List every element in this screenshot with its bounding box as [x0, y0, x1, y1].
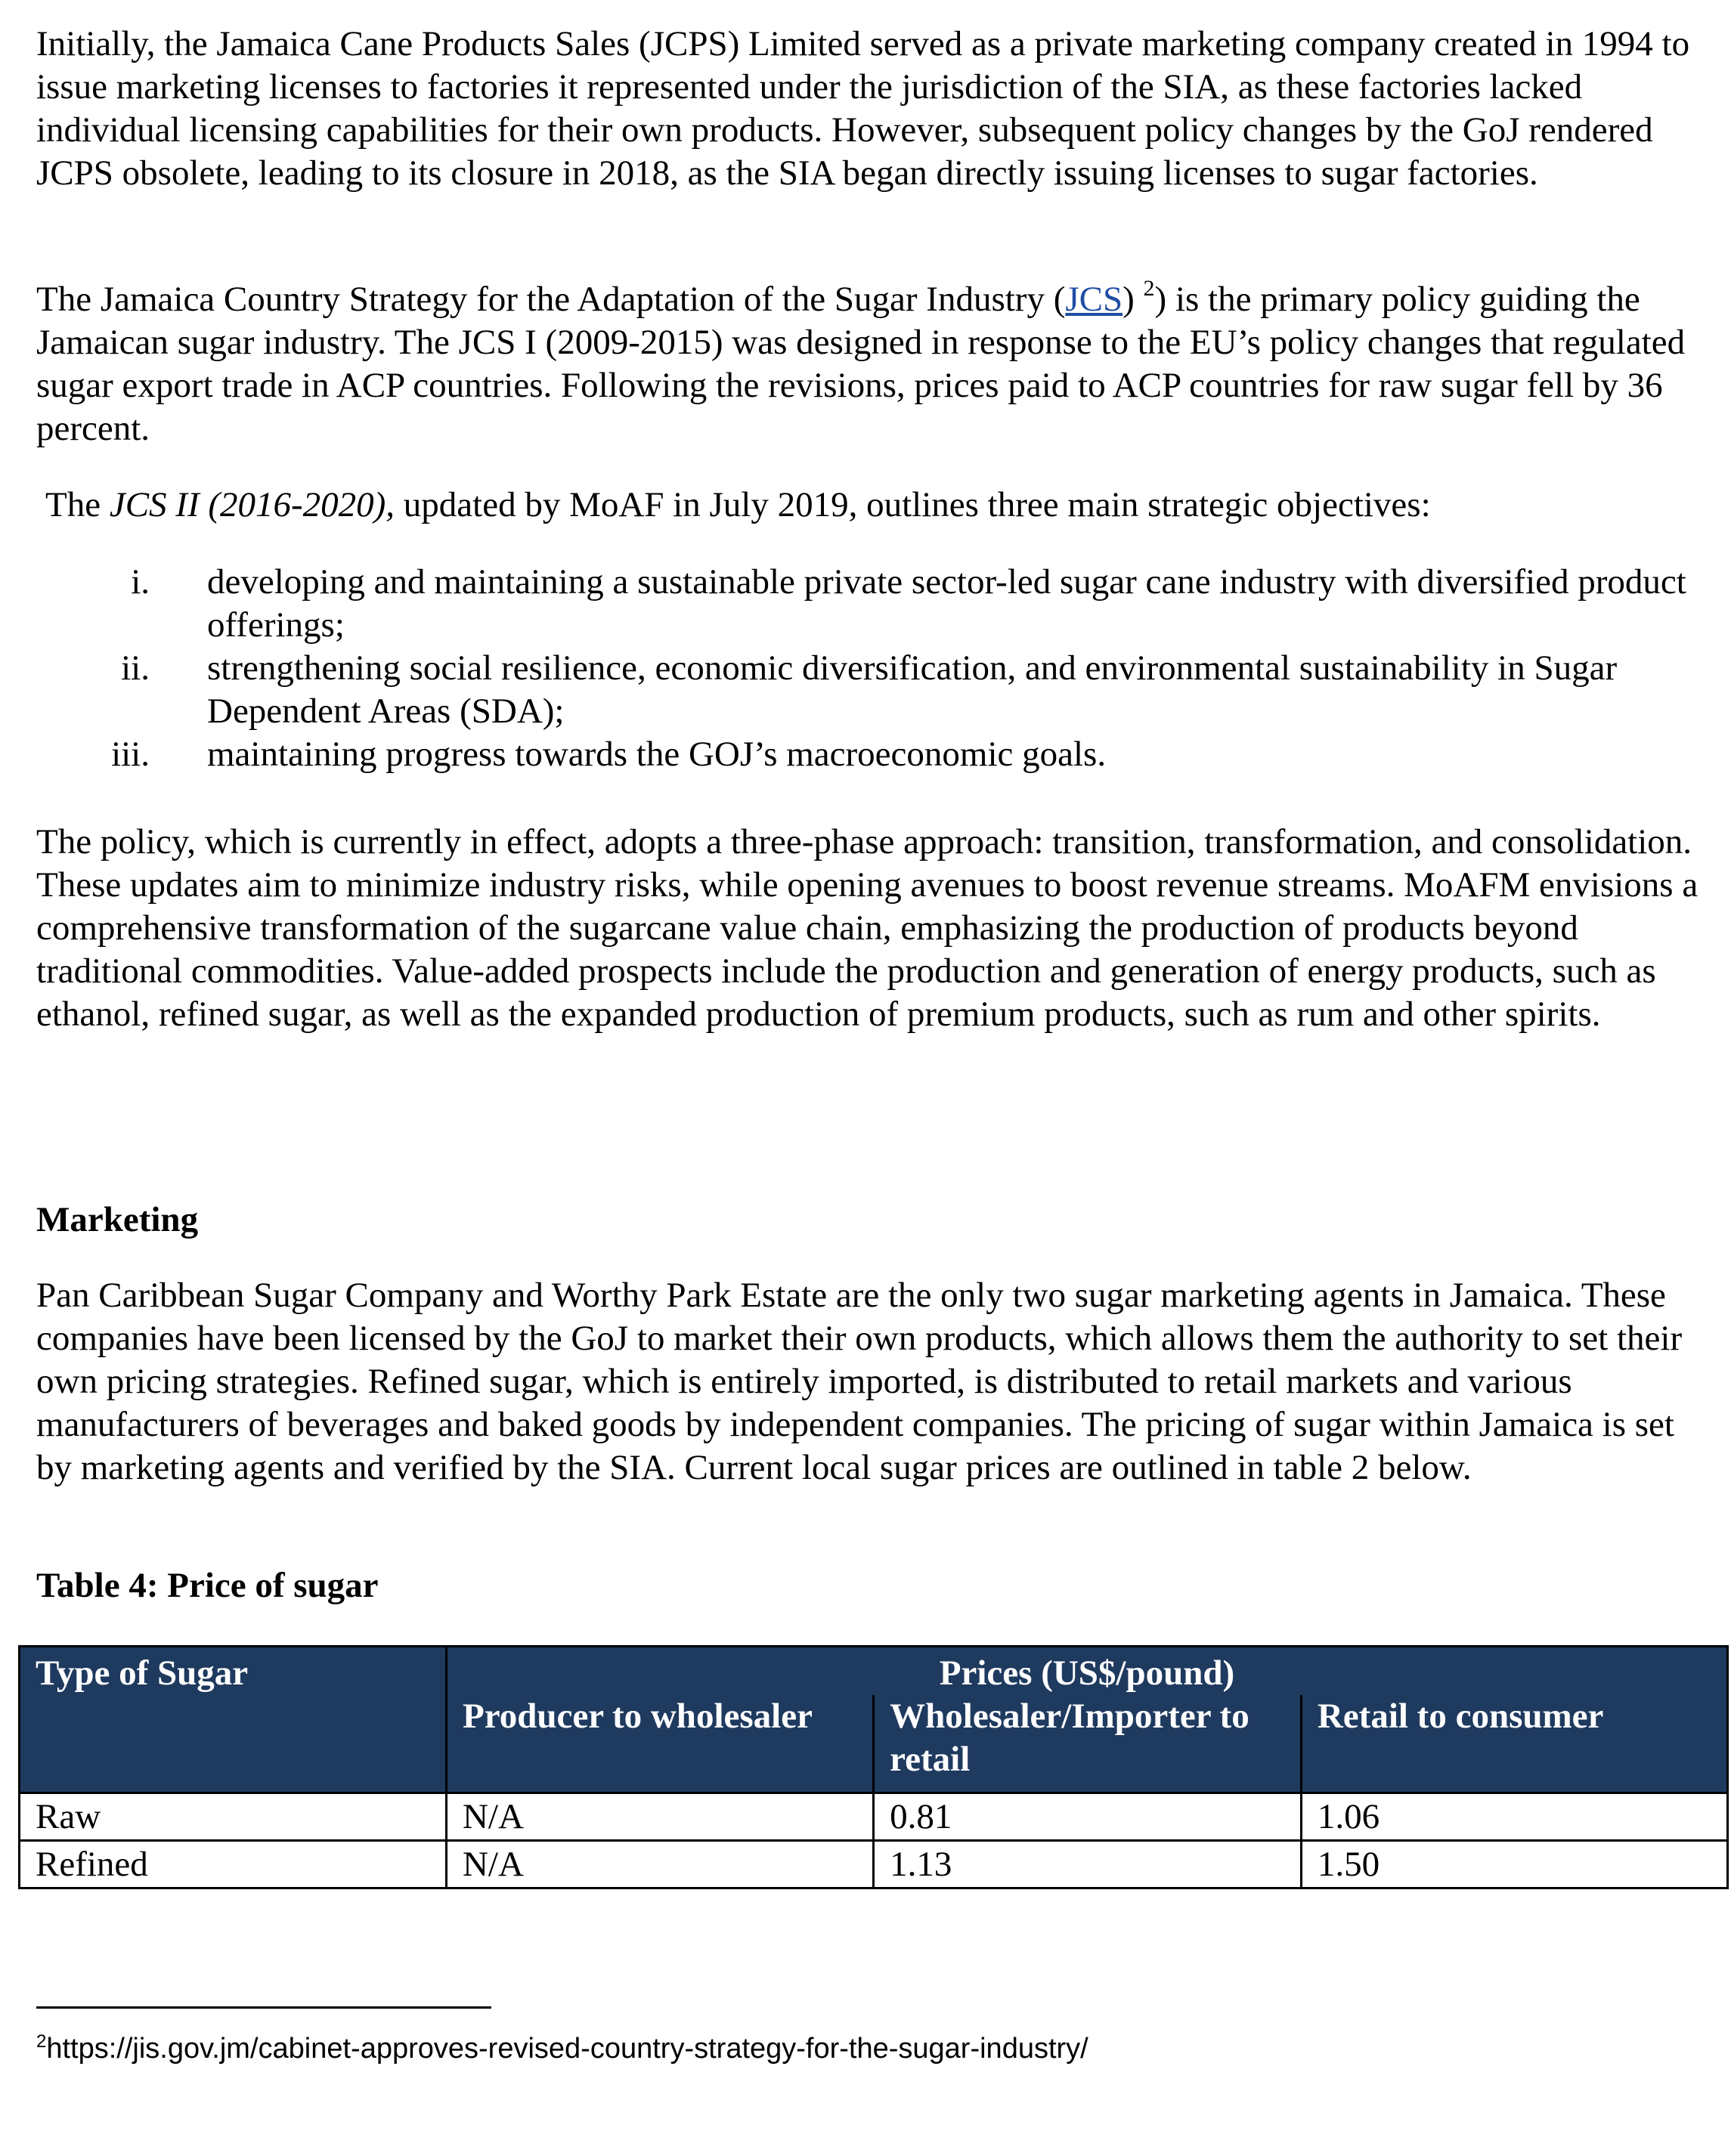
sugar-type-cell: Raw [20, 1793, 447, 1841]
column-header: Wholesaler/Importer to retail [874, 1695, 1302, 1793]
list-item [36, 647, 1699, 733]
paragraph-jcs-ii [45, 484, 1431, 527]
list-item [36, 733, 1699, 776]
paragraph-jcs [36, 278, 1699, 450]
table-cell: N/A [446, 1841, 873, 1888]
marketing-heading: Marketing [36, 1200, 199, 1239]
sugar-price-table [18, 1645, 1729, 1889]
type-header: Type of Sugar [20, 1647, 447, 1793]
footnote-divider [36, 2006, 491, 2009]
paragraph-marketing: Pan Caribbean Sugar Company and Worthy Park Estate are the only two sugar marketing agents in Jamaica. These companies have been licensed by the GoJ to market their own products, which allows them the authority to set their own pricing strategies. Refined sugar, which is entirely imported, is distributed to retail markets and various manufacturers of beverages and baked goods by independent companies. The pricing of sugar within Jamaica is set by marketing agents and verified by the SIA. Current local sugar prices are outlined in table 2 below. [36, 1276, 1683, 1487]
footnote-url[interactable]: https://jis.gov.jm/cabinet-approves-revised-country-strategy-for-the-sugar-industry/ [46, 2033, 1088, 2065]
list-item-number: iii. [111, 735, 150, 774]
footnote-number: 2 [36, 2031, 47, 2052]
paragraph-jcs-ii-start: The [45, 485, 110, 524]
column-header: Producer to wholesaler [446, 1695, 873, 1793]
column-header: Retail to consumer [1301, 1695, 1727, 1793]
list-item-number: i. [131, 562, 150, 602]
list-item-text: developing and maintaining a sustainable private sector-led sugar cane industry with diversified product offerings; [207, 562, 1686, 645]
table-cell: 1.50 [1301, 1841, 1727, 1888]
jcs-link[interactable]: JCS [1065, 280, 1123, 319]
paragraph-jcs-ii-end: updated by MoAF in July 2019, outlines three main strategic objectives: [395, 485, 1431, 524]
table-caption: Table 4: Price of sugar [36, 1566, 379, 1605]
paragraph-jcs-paren: ) [1123, 280, 1135, 319]
sugar-type-cell: Refined [20, 1841, 447, 1888]
list-item-text: maintaining progress towards the GOJ’s macroeconomic goals. [207, 735, 1107, 774]
list-item-number: ii. [121, 648, 150, 688]
table-cell: 1.13 [874, 1841, 1302, 1888]
list-item [36, 561, 1699, 647]
paragraph-jcs-text-start: The Jamaica Country Strategy for the Adaptation of the Sugar Industry ( [36, 280, 1066, 319]
prices-group-header: Prices (US$/pound) [446, 1647, 1727, 1696]
paragraph-jcs-text-end: ) is the primary policy guiding the Jamaican sugar industry. The JCS I (2009-2015) was designed in response to the EU’s policy changes that regulated sugar export trade in ACP countries. Following the revisions, prices paid to ACP countries for raw sugar fell by 36 percent. [36, 280, 1686, 448]
table-row [20, 1793, 1728, 1841]
table-row [20, 1841, 1728, 1888]
table-cell: 1.06 [1301, 1793, 1727, 1841]
footnote [36, 2031, 1088, 2067]
footnote-reference[interactable]: 2 [1143, 276, 1155, 301]
paragraph-policy: The policy, which is currently in effect, adopts a three-phase approach: transition, transformation, and consolidation. These updates aim to minimize industry risks, while opening avenues to boost revenue streams. MoAFM envisions a comprehensive transformation of the sugarcane value chain, emphasizing the production of products beyond traditional commodities. Value-added prospects include the production and generation of energy products, such as ethanol, refined sugar, as well as the expanded production of premium products, such as rum and other spirits. [36, 822, 1698, 1034]
jcs-ii-title: JCS II (2016-2020), [109, 485, 395, 524]
table-cell: 0.81 [874, 1793, 1302, 1841]
paragraph-jcps: Initially, the Jamaica Cane Products Sales (JCPS) Limited served as a private marketing company created in 1994 to issue marketing licenses to factories it represented under the jurisdiction of the SIA, as these factories lacked individual licensing capabilities for their own products. However, subsequent policy changes by the GoJ rendered JCPS obsolete, leading to its closure in 2018, as the SIA began directly issuing licenses to sugar factories. [36, 24, 1690, 193]
objectives-list [36, 561, 1699, 776]
table-header-row [20, 1647, 1728, 1696]
table-cell: N/A [446, 1793, 873, 1841]
list-item-text: strengthening social resilience, economic diversification, and environmental sustainability in Sugar Dependent Areas (SDA); [207, 648, 1618, 731]
